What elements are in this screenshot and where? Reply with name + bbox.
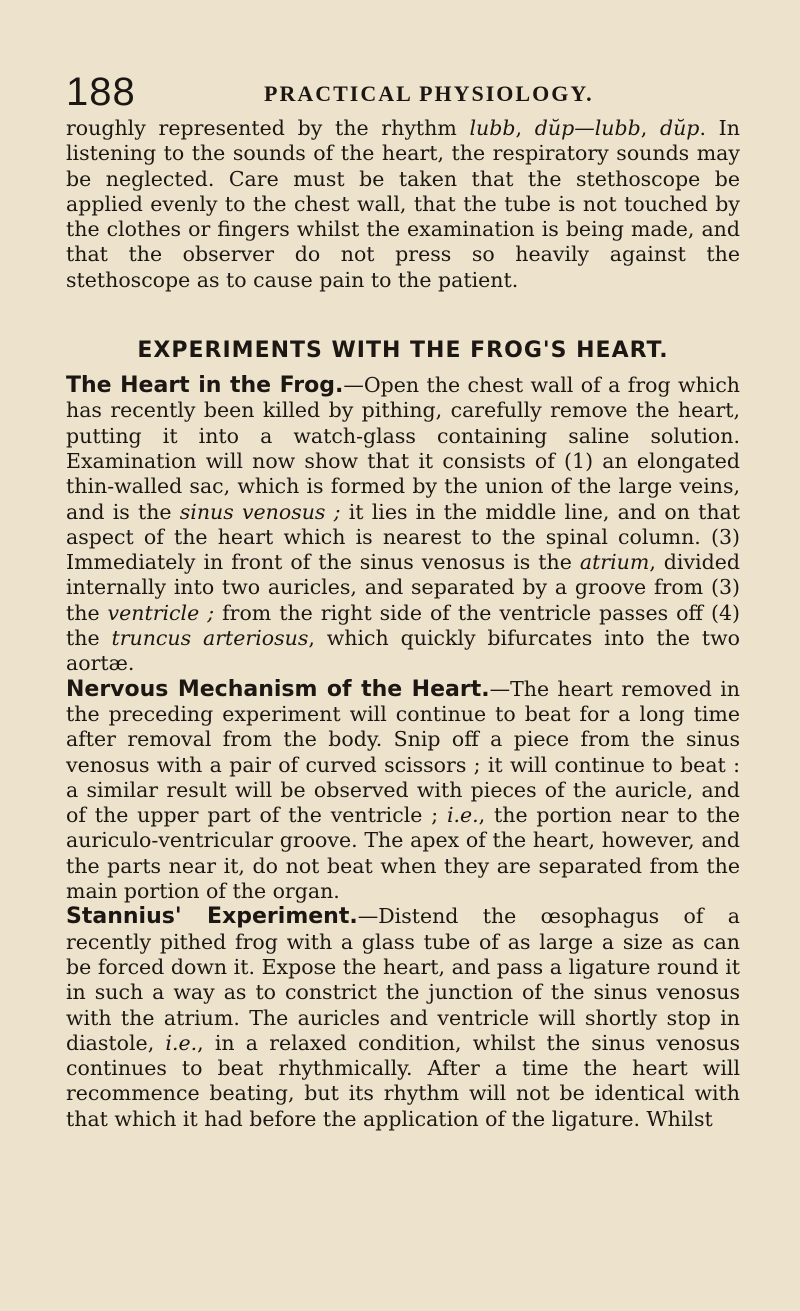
section-heading: EXPERIMENTS WITH THE FROG'S HEART. bbox=[137, 338, 669, 364]
page-header bbox=[66, 72, 740, 122]
paragraph-continued: roughly represented by the rhythm lubb, dŭp—lubb, dŭp. In listening to the sounds of the heart, the respiratory sounds may be neglected. Care must be taken that the stethoscope be applied evenly to the chest wall, that the tube is not touched by the clothes or fingers whilst the examination is being made, and that the observer do not press so heavily against the stethoscope as to cause pain to the patient. bbox=[66, 116, 740, 292]
page-number: 188 bbox=[66, 70, 136, 114]
paragraph-heart-in-frog: The Heart in the Frog.—Open the chest wall of a frog which has recently been killed by pithing, carefully remove the heart, putting it into a watch-glass containing saline solution. Examination will now show that it consists of (1) an elongated thin-walled sac, which is formed by the union of the large veins, and is the sinus venosus ; it lies in the middle line, and on that aspect of the heart which is nearest to the spinal column. (3) Immediately in front of the sinus venosus is the atrium, divided internally into two auricles, and separated by a groove from (3) the ventricle ; from the right side of the ventricle passes off (4) the truncus arteriosus, which quickly bifurcates into the two aortæ. bbox=[66, 373, 740, 676]
run-in-heading: Stannius' Experiment. bbox=[66, 904, 358, 930]
paragraph-nervous-mechanism: Nervous Mechanism of the Heart.—The heart removed in the preceding experiment will continue to beat for a long time after removal from the body. Snip off a piece from the sinus venosus with a pair of curved scissors ; it will continue to beat : a similar result will be observed with pieces of the auricle, and of the upper part of the ventricle ; i.e., the portion near to the auriculo-ventricular groove. The apex of the heart, however, and the parts near it, do not beat when they are separated from the main portion of the organ. bbox=[66, 676, 740, 904]
run-in-heading: Nervous Mechanism of the Heart. bbox=[66, 676, 490, 702]
body-text bbox=[66, 116, 740, 1132]
running-title: PRACTICAL PHYSIOLOGY. bbox=[264, 81, 594, 106]
run-in-heading: The Heart in the Frog. bbox=[66, 373, 344, 399]
paragraph-stannius-experiment: Stannius' Experiment.—Distend the œsophagus of a recently pithed frog with a glass tube of as large a size as can be forced down it. Expose the heart, and pass a ligature round it in such a way as to constrict the junction of the sinus venosus with the atrium. The auricles and ventricle will shortly stop in diastole, i.e., in a relaxed condition, whilst the sinus venosus continues to beat rhythmically. After a time the heart will recommence beating, but its rhythm will not be identical with that which it had before the application of the ligature. Whilst bbox=[66, 904, 740, 1131]
